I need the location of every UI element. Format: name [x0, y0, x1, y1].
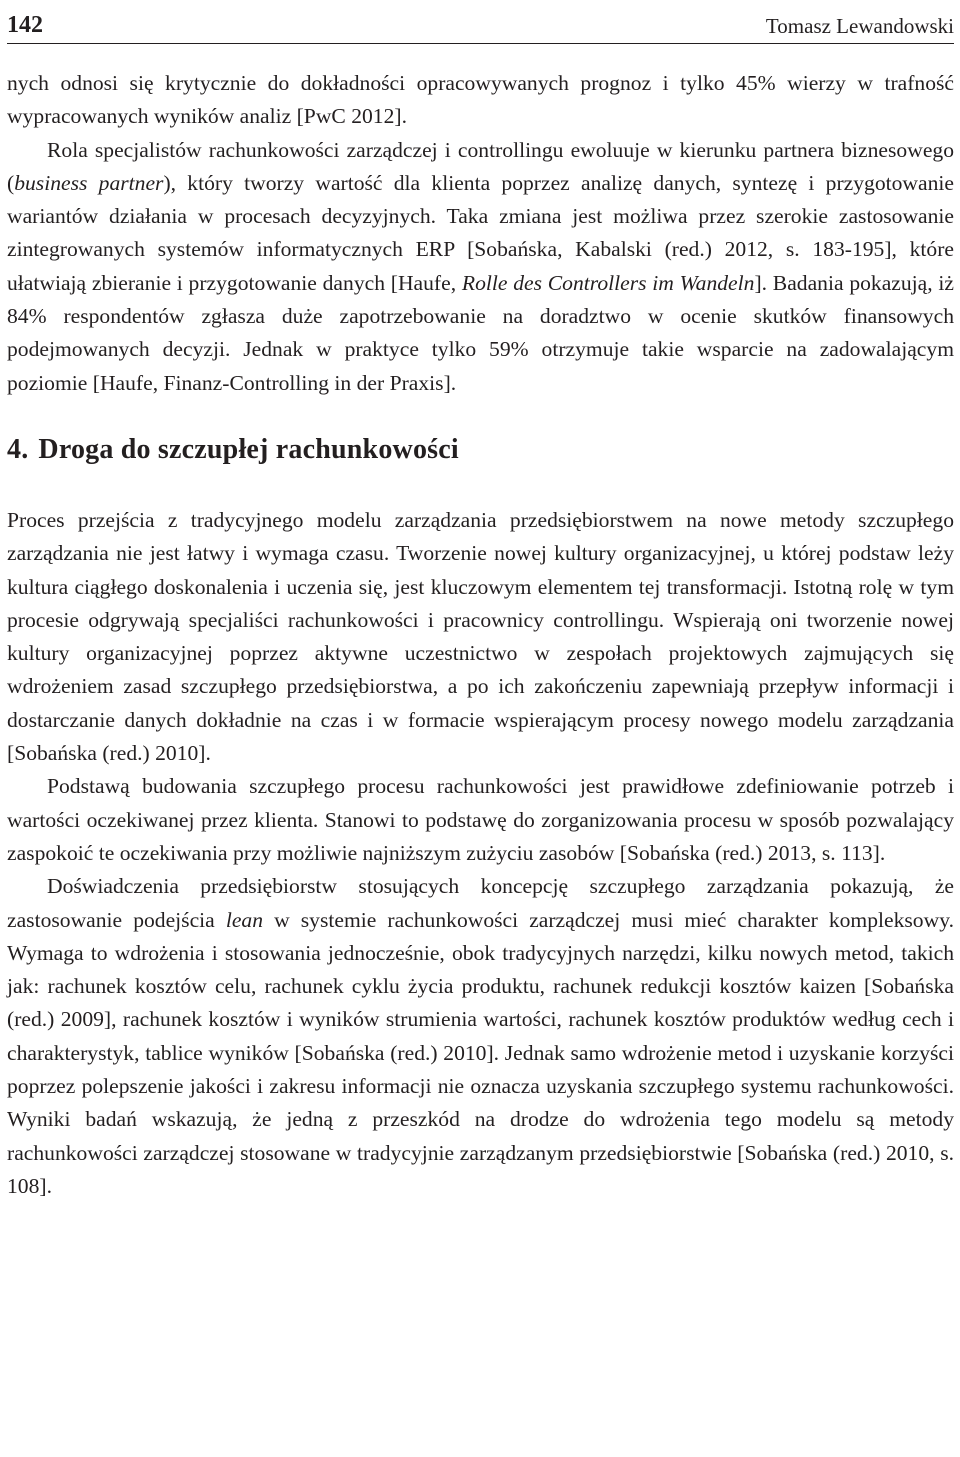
paragraph-business-partner: [7, 134, 954, 400]
text-run: ]. Badania pokazują, iż 84% respondentów zgłasza duże zapotrzebowanie na doradztwo w ocenie skutków finansowych podejmowanych decyzji. Jednak w praktyce tylko 59% otrzymuje takie wsparcie na zadowalającym poziomie [Haufe, Finanz-Controlling in der Praxis].: [7, 270, 955, 395]
text-run: Doświadczenia przedsiębiorstw stosujących koncepcję szczupłego zarządzania pokazują, że zastosowanie podejścia: [7, 874, 954, 932]
running-head-author: Tomasz Lewandowski: [765, 14, 954, 38]
text-run: Rola specjalistów rachunkowości zarządczej i controllingu ewoluuje w kierunku partnera biznesowego (: [7, 137, 954, 195]
paragraph-lean-experience: [7, 870, 954, 1203]
paragraph-transition: Proces przejścia z tradycyjnego modelu zarządzania przedsiębiorstwem na nowe metody szczupłego zarządzania nie jest łatwy i wymaga czasu. Tworzenie nowej kultury organizacyjnej, u której podstaw leży kultura ciągłego doskonalenia i uczenia się, jest kluczowym elementem tej transformacji. Istotną rolę w tym procesie odgrywają specjaliści rachunkowości i pracownicy controllingu. Wspierają oni tworzenie nowej kultury organizacyjnej poprzez aktywne uczestnictwo w zespołach projektowych zajmujących się wdrożeniem zasad szczupłego przedsiębiorstwa, a po ich zakończeniu zapewniają przepływ informacji i dostarczanie danych dokładnie na czas i w formacie wspierającym procesy nowego modelu zarządzania [Sobańska (red.) 2010].: [7, 507, 954, 766]
page-body: [7, 67, 954, 1203]
paragraph-value-definition: Podstawą budowania szczupłego procesu rachunkowości jest prawidłowe zdefiniowanie potrzeb i wartości oczekiwanej przez klienta. Stanowi to podstawę do zorganizowania procesu w sposób pozwalający zaspokoić te oczekiwania przy możliwie najniższym zużyciu zasobów [Sobańska (red.) 2013, s. 113].: [7, 774, 954, 865]
text-run: w systemie rachunkowości zarządczej musi mieć charakter kompleksowy. Wymaga to wdrożenia i stosowania jednocześnie, obok tradycyjnych narzędzi, kilku nowych metod, takich jak: rachunek kosztów celu, rachunek cyklu życia produktu, rachunek redukcji kosztów kaizen [Sobańska (red.) 2009], rachunek kosztów i wyników strumienia wartości, rachunek kosztów produktów według cech i charakterystyk, tablice wyników [Sobańska (red.) 2010]. Jednak samo wdrożenie metod i uzyskanie korzyści poprzez polepszenie jakości i zakresu informacji nie oznacza uzyskania szczupłego systemu rachunkowości. Wyniki badań wskazują, że jedną z przeszkód na drodze do wdrożenia tego modelu są metody rachunkowości zarządczej stosowane w tradycyjnie zarządzanym przedsiębiorstwie [Sobańska (red.) 2010, s. 108].: [7, 907, 954, 1198]
text-run: ), który tworzy wartość dla klienta poprzez analizę danych, syntezę i przygotowanie wariantów działania w procesach decyzyjnych. Taka zmiana jest możliwa przez szerokie zastosowanie zintegrowanych systemów informatycznych ERP [Sobańska, Kabalski (red.) 2012, s. 183-195], które ułatwiają zbieranie i przygotowanie danych [Haufe,: [7, 170, 954, 295]
page-number: 142: [7, 12, 43, 38]
section-title: Droga do szczupłej rachunkowości: [38, 433, 459, 465]
section-heading: [7, 430, 954, 470]
running-header: [7, 0, 954, 44]
paragraph-continued: nych odnosi się krytycznie do dokładności opracowywanych prognoz i tylko 45% wierzy w trafność wypracowanych wyników analiz [PwC 2012].: [7, 71, 954, 129]
italic-term-lean: lean: [225, 907, 264, 932]
italic-term-business-partner: business partner: [14, 170, 164, 195]
section-number: 4.: [7, 433, 29, 465]
italic-title-rolle-des-controllers: Rolle des Controllers im Wandeln: [461, 270, 755, 295]
